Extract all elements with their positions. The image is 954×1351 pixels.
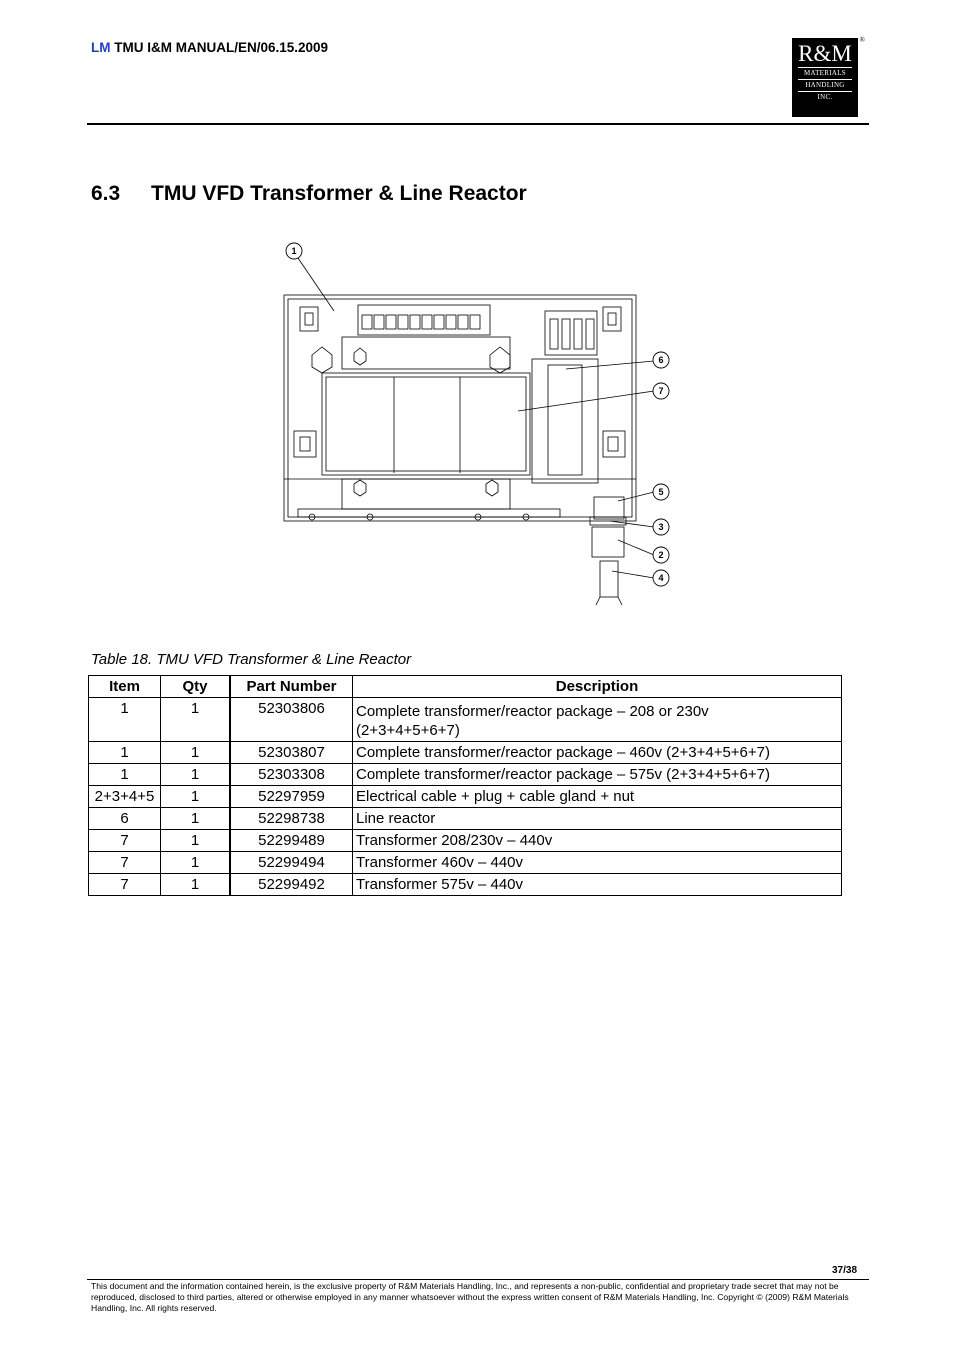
callout-4: 4 [658, 573, 664, 583]
logo-mark: R&M [798, 41, 852, 66]
cell-item: 1 [89, 742, 161, 764]
cell-qty: 1 [161, 764, 231, 786]
cell-description: Complete transformer/reactor package – 460v (2+3+4+5+6+7) [353, 742, 842, 764]
cell-part-number: 52298738 [230, 808, 353, 830]
logo-line-1: MATERIALS [798, 67, 852, 79]
registered-mark: ® [859, 36, 865, 44]
cell-qty: 1 [161, 830, 231, 852]
cell-item: 7 [89, 830, 161, 852]
cell-description: Complete transformer/reactor package – 575v (2+3+4+5+6+7) [353, 764, 842, 786]
cell-qty: 1 [161, 874, 231, 896]
page-number: 37/38 [832, 1265, 858, 1276]
document-header [91, 40, 328, 55]
cell-qty: 1 [161, 786, 231, 808]
section-number: 6.3 [91, 182, 121, 205]
cell-item: 7 [89, 874, 161, 896]
table-row [89, 808, 842, 830]
cell-part-number: 52299489 [230, 830, 353, 852]
cell-description: Transformer 575v – 440v [353, 874, 842, 896]
cell-description: Transformer 208/230v – 440v [353, 830, 842, 852]
cell-part-number: 52299494 [230, 852, 353, 874]
callout-1: 1 [291, 246, 297, 256]
header-qty: Qty [161, 676, 231, 698]
transformer-diagram [270, 235, 690, 610]
parts-table [88, 675, 842, 896]
cell-description: Electrical cable + plug + cable gland + nut [353, 786, 842, 808]
header-title: TMU I&M MANUAL/EN/06.15.2009 [110, 40, 329, 55]
footer-rule [87, 1279, 869, 1280]
callout-3: 3 [658, 522, 664, 532]
cell-qty: 1 [161, 852, 231, 874]
cell-qty: 1 [161, 808, 231, 830]
header-part-number: Part Number [230, 676, 353, 698]
cell-item: 6 [89, 808, 161, 830]
table-row [89, 874, 842, 896]
cell-description: Line reactor [353, 808, 842, 830]
table-row [89, 742, 842, 764]
table-caption: Table 18. TMU VFD Transformer & Line Reactor [91, 651, 412, 668]
logo-line-3: INC. [798, 91, 852, 103]
cell-qty: 1 [161, 742, 231, 764]
table-row [89, 786, 842, 808]
cell-part-number: 52303807 [230, 742, 353, 764]
footer-notice: This document and the information contained herein, is the exclusive property of R&M Materials Handling, Inc., and represents a non-public, confidential and proprietary trade secret that may not be reproduced, disclosed to third parties, altered or otherwise employed in any manner whatsoever without the express written consent of R&M Materials Handling, Inc. Copyright © (2009) R&M Materials Handling, Inc. All rights reserved. [91, 1281, 849, 1313]
header-rule [87, 123, 869, 125]
header-description: Description [353, 676, 842, 698]
section-heading [91, 182, 527, 206]
cell-part-number: 52297959 [230, 786, 353, 808]
table-header-row [89, 676, 842, 698]
table-row [89, 852, 842, 874]
company-logo [792, 36, 865, 117]
header-item: Item [89, 676, 161, 698]
cell-description: Transformer 460v – 440v [353, 852, 842, 874]
table-row [89, 764, 842, 786]
logo-line-2: HANDLING [798, 79, 852, 91]
cell-part-number: 52303806 [230, 698, 353, 742]
table-row [89, 830, 842, 852]
cell-item: 7 [89, 852, 161, 874]
section-title: TMU VFD Transformer & Line Reactor [151, 182, 527, 205]
callout-2: 2 [658, 550, 664, 560]
cell-part-number: 52299492 [230, 874, 353, 896]
cell-part-number: 52303308 [230, 764, 353, 786]
cell-description: Complete transformer/reactor package – 208 or 230v (2+3+4+5+6+7) [353, 698, 842, 742]
callout-5: 5 [658, 487, 664, 497]
cell-item: 1 [89, 764, 161, 786]
callout-7: 7 [658, 386, 664, 396]
table-row [89, 698, 842, 742]
cell-qty: 1 [161, 698, 231, 742]
header-brand: LM [91, 40, 111, 55]
callout-6: 6 [658, 355, 664, 365]
cell-item: 1 [89, 698, 161, 742]
cell-item: 2+3+4+5 [89, 786, 161, 808]
